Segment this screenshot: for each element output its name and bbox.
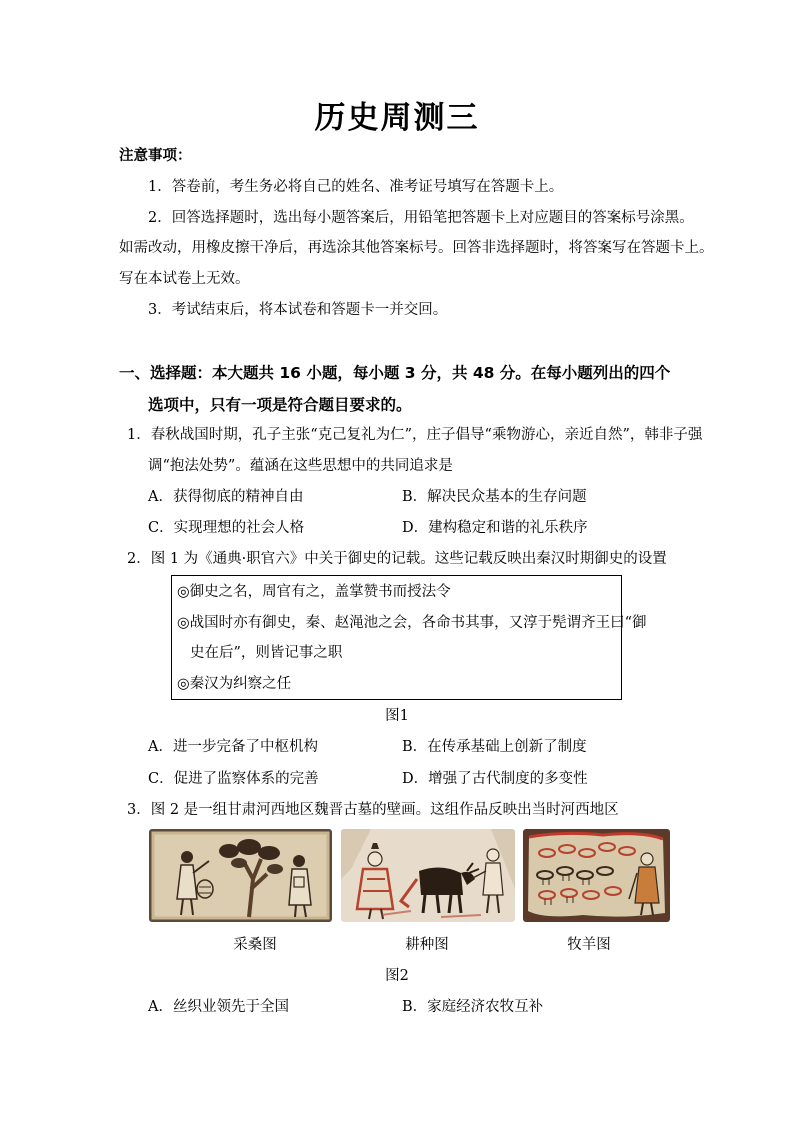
q3-caption-herding: 牧羊图 xyxy=(567,937,611,953)
q2-option-a[interactable]: A．进一步完备了中枢机构 xyxy=(148,739,318,755)
notice-item-2-line-1: 2．回答选择题时，选出每小题答案后，用铅笔把答题卡上对应题目的答案标号涂黑。 xyxy=(148,210,694,226)
q2-option-b[interactable]: B．在传承基础上创新了制度 xyxy=(402,739,587,755)
q3-option-b[interactable]: B．家庭经济农牧互补 xyxy=(402,999,544,1015)
notice-item-2-line-2: 如需改动，用橡皮擦干净后，再选涂其他答案标号。回答非选择题时，将答案写在答题卡上。 xyxy=(119,240,714,256)
notice-item-2-line-3: 写在本试卷上无效。 xyxy=(119,271,250,287)
notice-heading: 注意事项： xyxy=(119,148,192,164)
q1-stem-line-2: 调“抱法处势”。蕴涵在这些思想中的共同追求是 xyxy=(148,458,453,474)
q2-quote-line-2: ◎战国时亦有御史，秦、赵渑池之会，各命书其事，又淳于髡谓齐王曰“御 xyxy=(177,615,647,631)
q3-caption-picking-mulberry: 采桑图 xyxy=(233,937,277,953)
mural-plowing-image xyxy=(341,829,515,922)
notice-item-3: 3．考试结束后，将本试卷和答题卡一并交回。 xyxy=(148,302,448,318)
page-title: 历史周测三 xyxy=(314,100,480,136)
notice-item-1: 1．答卷前，考生务必将自己的姓名、准考证号填写在答题卡上。 xyxy=(148,179,564,195)
q1-option-a[interactable]: A．获得彻底的精神自由 xyxy=(148,489,304,505)
q3-figure-caption: 图2 xyxy=(385,968,409,984)
q3-caption-plowing: 耕种图 xyxy=(405,937,449,953)
q2-stem: 2．图 1 为《通典·职官六》中关于御史的记载。这些记载反映出秦汉时期御史的设置 xyxy=(127,551,667,567)
mural-picking-mulberry-image xyxy=(149,829,332,922)
q2-quote-line-3: 史在后”，则皆记事之职 xyxy=(190,645,343,661)
mural-herding-image xyxy=(523,829,670,922)
q3-option-a[interactable]: A．丝织业领先于全国 xyxy=(148,999,289,1015)
section-heading-line-1: 一、选择题：本大题共 16 小题，每小题 3 分，共 48 分。在每小题列出的四个 xyxy=(119,364,671,382)
section-heading-line-2: 选项中，只有一项是符合题目要求的。 xyxy=(148,396,412,414)
q1-option-b[interactable]: B．解决民众基本的生存问题 xyxy=(402,489,587,505)
q1-option-d[interactable]: D．建构稳定和谐的礼乐秩序 xyxy=(402,520,588,536)
q2-option-d[interactable]: D．增强了古代制度的多变性 xyxy=(402,771,588,787)
q3-stem: 3．图 2 是一组甘肃河西地区魏晋古墓的壁画。这组作品反映出当时河西地区 xyxy=(127,802,619,818)
q2-figure-caption: 图1 xyxy=(385,708,409,724)
q2-quote-line-4: ◎秦汉为纠察之任 xyxy=(177,676,292,692)
q1-option-c[interactable]: C．实现理想的社会人格 xyxy=(148,520,305,536)
q2-quote-line-1: ◎御史之名，周官有之，盖掌赞书而授法令 xyxy=(177,584,451,600)
q1-stem-line-1: 1．春秋战国时期，孔子主张“克己复礼为仁”，庄子倡导“乘物游心，亲近自然”，韩非子强 xyxy=(127,427,703,443)
q2-option-c[interactable]: C．促进了监察体系的完善 xyxy=(148,771,319,787)
